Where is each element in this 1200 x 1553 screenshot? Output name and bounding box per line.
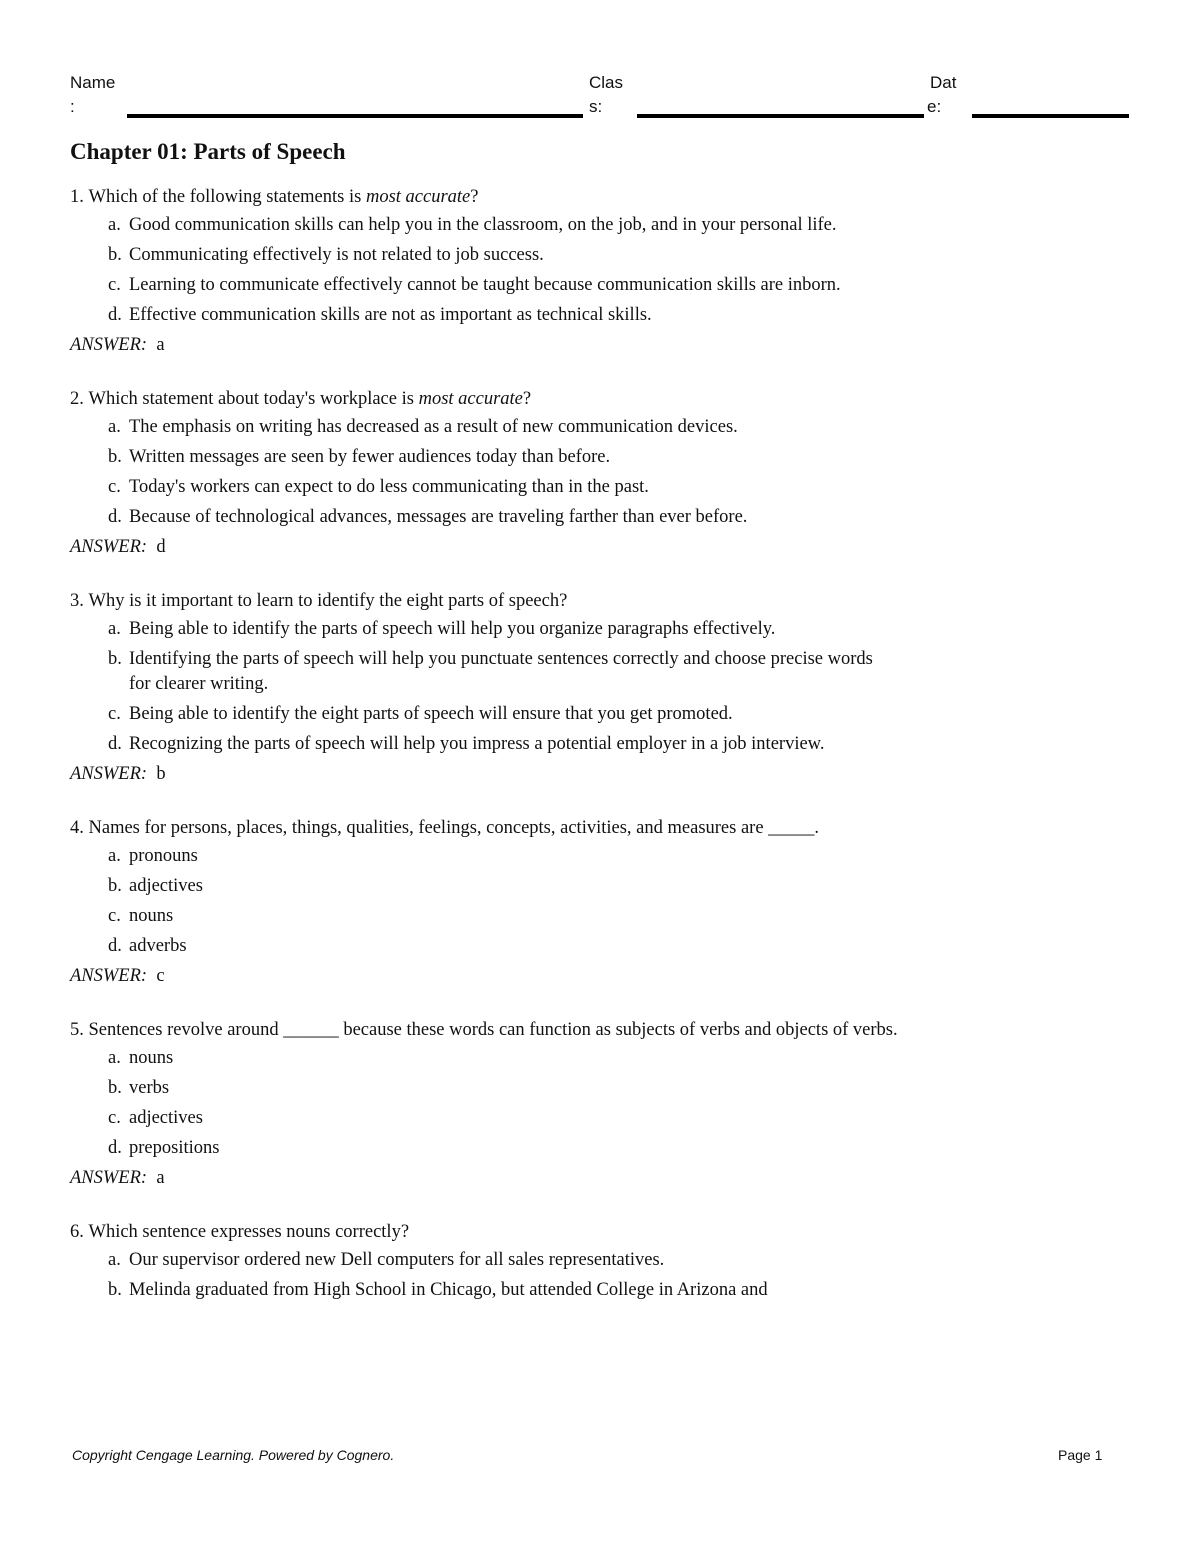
question-number: 2. <box>70 389 84 409</box>
option-text: Recognizing the parts of speech will help you impress a potential employer in a job interview. <box>129 734 825 754</box>
question-text-emphasis: most accurate <box>365 187 471 207</box>
option-letter: d. <box>108 936 122 956</box>
option-letter: b. <box>108 649 122 669</box>
answer-label: ANSWER: <box>70 764 148 784</box>
answer-label: ANSWER: <box>70 1168 148 1188</box>
option-text: adverbs <box>129 936 187 956</box>
question-text <box>89 387 532 412</box>
option-item <box>108 874 1130 899</box>
option-letter: d. <box>108 305 122 325</box>
option-text: Being able to identify the parts of speech will help you organize paragraphs effectively. <box>129 619 776 639</box>
question-text <box>89 589 568 614</box>
option-text: Today's workers can expect to do less communicating than in the past. <box>129 477 649 497</box>
question-text-part: Which statement about today's workplace is <box>88 389 419 409</box>
question-text-part: ? <box>522 389 532 409</box>
class-label: Clas <box>589 73 624 92</box>
question-6 <box>70 1220 1130 1303</box>
option-list <box>108 844 1130 959</box>
answer-value: a <box>156 1168 165 1188</box>
option-text: Melinda graduated from High School in Chicago, but attended College in Arizona and <box>129 1280 768 1300</box>
option-item <box>108 1106 1130 1131</box>
option-text: Good communication skills can help you in the classroom, on the job, and in your personal life. <box>129 215 837 235</box>
answer-line <box>70 535 1130 560</box>
option-item <box>108 732 1130 757</box>
question-1 <box>70 185 1130 358</box>
question-stem <box>70 387 1130 412</box>
footer-page-number: Page 1 <box>1058 1447 1103 1463</box>
option-item <box>108 303 1130 328</box>
question-3 <box>70 589 1130 787</box>
option-letter: b. <box>108 876 122 896</box>
option-letter: c. <box>108 1108 121 1128</box>
question-text-emphasis: most accurate <box>418 389 523 409</box>
page-title: Chapter 01: Parts of Speech <box>70 139 346 164</box>
option-letter: d. <box>108 507 122 527</box>
question-text <box>89 1220 410 1245</box>
option-letter: c. <box>108 275 121 295</box>
question-text <box>89 1018 898 1043</box>
date-field-line[interactable] <box>972 114 1129 118</box>
option-list <box>108 213 1130 328</box>
question-stem <box>70 816 1130 841</box>
option-item <box>108 1278 1130 1303</box>
question-text <box>89 816 820 841</box>
question-list <box>70 185 1130 1332</box>
option-item <box>108 647 1130 697</box>
question-number: 3. <box>70 591 84 611</box>
question-stem <box>70 1220 1130 1245</box>
option-text: adjectives <box>129 876 203 896</box>
option-letter: b. <box>108 447 122 467</box>
option-item <box>108 904 1130 929</box>
option-text: pronouns <box>129 846 198 866</box>
option-text: nouns <box>129 906 174 926</box>
option-text: Because of technological advances, messages are traveling farther than ever before. <box>129 507 748 527</box>
option-list <box>108 415 1130 530</box>
option-letter: a. <box>108 215 121 235</box>
option-item <box>108 213 1130 238</box>
date-label: Dat <box>930 73 957 92</box>
date-label-colon: e: <box>927 97 942 116</box>
option-text: Learning to communicate effectively cannot be taught because communication skills are inborn. <box>129 275 841 295</box>
option-item <box>108 415 1130 440</box>
question-stem <box>70 185 1130 210</box>
question-5 <box>70 1018 1130 1191</box>
option-item <box>108 934 1130 959</box>
option-text: The emphasis on writing has decreased as a result of new communication devices. <box>129 417 738 437</box>
option-text: nouns <box>129 1048 174 1068</box>
question-stem <box>70 1018 1130 1043</box>
option-item <box>108 702 1130 727</box>
option-item <box>108 617 1130 642</box>
question-text-part: Which sentence expresses nouns correctly? <box>88 1222 410 1242</box>
question-stem <box>70 589 1130 614</box>
option-list <box>108 1248 1130 1303</box>
option-text: Identifying the parts of speech will help you punctuate sentences correctly and choose precise words for clearer writing. <box>129 649 873 694</box>
option-text: Written messages are seen by fewer audiences today than before. <box>129 447 611 467</box>
option-letter: d. <box>108 734 122 754</box>
option-text: adjectives <box>129 1108 203 1128</box>
option-item <box>108 475 1130 500</box>
question-number: 1. <box>70 187 84 207</box>
question-text-part: Why is it important to learn to identify the eight parts of speech? <box>88 591 568 611</box>
answer-label: ANSWER: <box>70 966 148 986</box>
option-item <box>108 844 1130 869</box>
option-item <box>108 445 1130 470</box>
question-number: 5. <box>70 1020 84 1040</box>
option-letter: a. <box>108 846 121 866</box>
name-label-colon: : <box>70 97 75 116</box>
option-list <box>108 1046 1130 1161</box>
option-letter: b. <box>108 1078 122 1098</box>
question-2 <box>70 387 1130 560</box>
answer-value: a <box>156 335 165 355</box>
name-field-line[interactable] <box>127 114 583 118</box>
option-letter: c. <box>108 704 121 724</box>
option-item <box>108 1046 1130 1071</box>
option-letter: a. <box>108 619 121 639</box>
question-text-part: Which of the following statements is <box>88 187 366 207</box>
answer-value: c <box>156 966 165 986</box>
option-letter: d. <box>108 1138 122 1158</box>
option-item <box>108 505 1130 530</box>
option-item <box>108 1136 1130 1161</box>
question-text <box>89 185 479 210</box>
option-letter: a. <box>108 1048 121 1068</box>
answer-line <box>70 964 1130 989</box>
option-letter: c. <box>108 906 121 926</box>
option-letter: a. <box>108 1250 121 1270</box>
option-letter: a. <box>108 417 121 437</box>
question-number: 6. <box>70 1222 84 1242</box>
option-item <box>108 1248 1130 1273</box>
option-text: Our supervisor ordered new Dell computers for all sales representatives. <box>129 1250 665 1270</box>
question-4 <box>70 816 1130 989</box>
answer-label: ANSWER: <box>70 335 148 355</box>
option-item <box>108 1076 1130 1101</box>
name-label: Name <box>70 73 116 92</box>
option-text: verbs <box>129 1078 170 1098</box>
footer-copyright: Copyright Cengage Learning. Powered by Cognero. <box>72 1447 395 1463</box>
option-letter: b. <box>108 1280 122 1300</box>
answer-value: d <box>156 537 166 557</box>
class-label-colon: s: <box>589 97 603 116</box>
question-number: 4. <box>70 818 84 838</box>
option-item <box>108 243 1130 268</box>
option-letter: b. <box>108 245 122 265</box>
question-text-part: ? <box>470 187 479 207</box>
option-text: prepositions <box>129 1138 220 1158</box>
question-text-part: Names for persons, places, things, qualities, feelings, concepts, activities, and measures are _____. <box>88 818 820 838</box>
option-text: Effective communication skills are not as important as technical skills. <box>129 305 652 325</box>
answer-label: ANSWER: <box>70 537 148 557</box>
answer-line <box>70 762 1130 787</box>
class-field-line[interactable] <box>637 114 924 118</box>
question-text-part: Sentences revolve around ______ because these words can function as subjects of verbs and objects of verbs. <box>88 1020 898 1040</box>
answer-line <box>70 333 1130 358</box>
option-text: Being able to identify the eight parts of speech will ensure that you get promoted. <box>129 704 733 724</box>
option-list <box>108 617 1130 757</box>
answer-line <box>70 1166 1130 1191</box>
answer-value: b <box>156 764 166 784</box>
option-letter: c. <box>108 477 121 497</box>
option-text: Communicating effectively is not related to job success. <box>129 245 544 265</box>
option-item <box>108 273 1130 298</box>
